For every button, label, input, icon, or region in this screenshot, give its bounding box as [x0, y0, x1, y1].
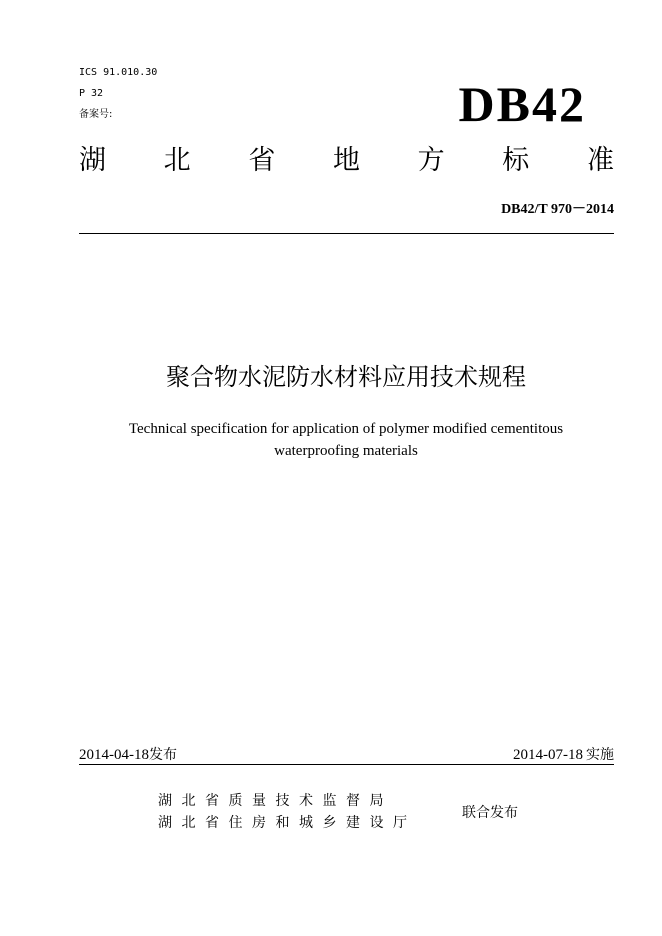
standard-type-char: 标	[502, 145, 530, 176]
classification-code: P 32	[79, 88, 104, 99]
standard-type-char: 准	[586, 145, 614, 176]
header-divider	[79, 233, 614, 234]
standard-type-char: 北	[163, 145, 191, 176]
implementation-date-label: 实施	[586, 747, 614, 763]
issuer-housing-department: 湖北省住房和城乡建设厅	[158, 815, 417, 831]
standard-type-char: 地	[332, 145, 360, 176]
implementation-date	[513, 745, 614, 765]
record-number-label: 备案号:	[79, 109, 113, 120]
standard-type-char: 湖	[79, 145, 106, 176]
footer-divider	[79, 764, 614, 765]
document-title-english-line1: Technical specification for application of polymer modified cementitous	[128, 421, 564, 437]
issue-date-label: 发布	[149, 747, 177, 763]
issuer-quality-bureau: 湖北省质量技术监督局	[158, 793, 393, 809]
document-title-english-line2: waterproofing materials	[274, 443, 418, 459]
standard-type-char: 省	[248, 145, 276, 176]
standard-type-char: 方	[417, 145, 445, 176]
standard-type-heading	[79, 142, 614, 180]
db42-logo: DB42	[458, 76, 586, 132]
issue-date	[79, 745, 177, 765]
issue-date-value: 2014-04-18	[79, 747, 149, 763]
ics-code: ICS 91.010.30	[79, 67, 158, 78]
document-title-chinese: 聚合物水泥防水材料应用技术规程	[166, 363, 526, 391]
standard-number: DB42/T 970－2014	[501, 202, 614, 217]
joint-issue-label: 联合发布	[462, 805, 518, 821]
implementation-date-value: 2014-07-18	[513, 747, 583, 763]
